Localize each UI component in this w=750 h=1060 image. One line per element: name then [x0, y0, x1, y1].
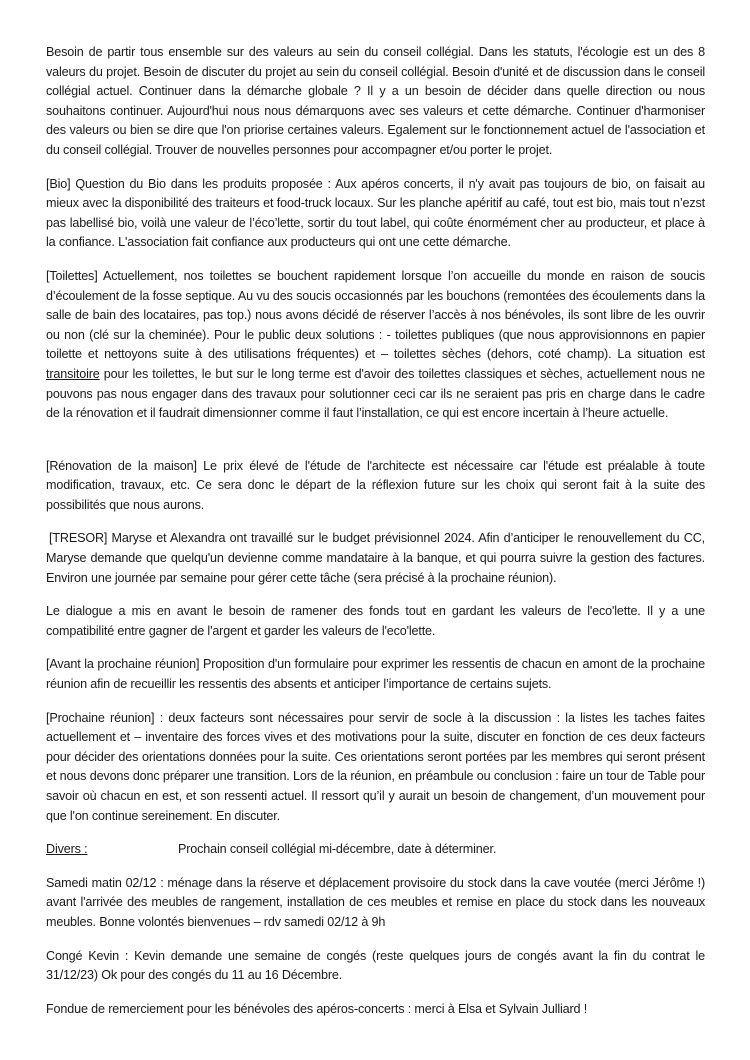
underlined-word-transitoire: transitoire	[46, 366, 100, 381]
paragraph-avant-reunion: [Avant la prochaine réunion] Proposition d'un formulaire pour exprimer les ressentis de chacun en amont de la prochaine réunion afin de recueillir les ressentis des absents et anticiper l’importance de certains sujets.	[46, 657, 705, 692]
paragraph-samedi: Samedi matin 02/12 : ménage dans la réserve et déplacement provisoire du stock dans la cave voutée (merci Jérôme !) avant l'arrivée des meubles de rangement, installation de ces meubles et remise en place du stock dans les nouveaux meubles. Bonne volontés bienvenues – rdv samedi 02/12 à 9h	[46, 875, 705, 929]
toilettes-text-end: pour les toilettes, le but sur le long terme est d'avoir des toilettes classiques et sèches, actuellement nous ne pouvons pas nous engager dans des travaux pour solutionner ceci car ils ne seraient pas pris en charge dans le cadre de la rénovation et il faudrait dimensionner comme il faut l’installation, ce qui est encore incertain à l’heure actuelle.	[46, 366, 705, 421]
paragraph-prochaine-reunion: [Prochaine réunion] : deux facteurs sont nécessaires pour servir de socle à la discussion : la listes les taches faites actuellement et – inventaire des forces vives et des motivations pour la suite, discuter en fonction de ces deux facteurs pour décider des orientations données pour la suite. Ces orientations seront portées par les membres qui seront présent et nous devons donc préparer une transition. Lors de la réunion, en préambule ou conclusion : faire un tour de Table pour savoir où chacun en est, et son ressenti actuel. Il ressort qu’il y aurait un besoin de changement, d’un mouvement pour que l'on continue sereinement. En discuter.	[46, 710, 705, 823]
paragraph-dialogue: Le dialogue a mis en avant le besoin de ramener des fonds tout en gardant les valeurs de l'eco'lette. Il y a une compatibilité entre gagner de l'argent et garder les valeurs de l'eco'lette.	[46, 604, 705, 638]
paragraph-toilettes	[46, 267, 705, 424]
paragraph-renovation: [Rénovation de la maison] Le prix élevé de l'étude de l'architecte est nécessaire car l'étude est préalable à toute modification, travaux, etc. Ce sera donc le départ de la réflexion future sur les choix qui seront fait à la suite des possibilités que nous aurons.	[46, 458, 705, 512]
divers-row	[46, 840, 705, 860]
divers-label: Divers :	[46, 842, 88, 857]
paragraph-bio: [Bio] Question du Bio dans les produits proposée : Aux apéros concerts, il n'y avait pas toujours de bio, on faisait au mieux avec la disponibilité des traiteurs et food-truck locaux. Sur les planche apéritif au café, tout est bio, mais tout n’ezst pas labellisé bio, voilà une valeur de l’éco’lette, sortir du tout label, qui coûte énormément cher au producteur, et place à la confiance. L'association fait confiance aux producteurs qui ont une cette démarche.	[46, 176, 705, 250]
toilettes-text-start: [Toilettes] Actuellement, nos toilettes se bouchent rapidement lorsque l’on accueille du monde en raison de soucis d’écoulement de la fosse septique. Au vu des soucis occasionnés par les bouchons (remontées des écoulements dans la salle de bain des locataires, pas top.) nous avons décidé de réserver l’accès à nos bénévoles, ils sont libre de les ouvrir ou non (clé sur la cheminée). Pour le public deux solutions : - toilettes publiques (que nous approvisionnons en papier toilette et nettoyons suite à des utilisations fréquentes) et – toilettes sèches (dehors, coté champ). La situation est	[46, 268, 705, 362]
divers-text: Prochain conseil collégial mi-décembre, date à déterminer.	[178, 842, 497, 857]
paragraph-tresor: [TRESOR] Maryse et Alexandra ont travaillé sur le budget prévisionnel 2024. Afin d’anticiper le renouvellement du CC, Maryse demande que quelqu'un devienne comme mandataire à la banque, et qui pourra suivre la gestion des factures. Environ une journée par semaine pour gérer cette tâche (sera précisé à la prochaine réunion).	[46, 531, 705, 585]
paragraph-values: Besoin de partir tous ensemble sur des valeurs au sein du conseil collégial. Dans les statuts, l'écologie est un des 8 valeurs du projet. Besoin de discuter du projet au sein du conseil collégial. Besoin d'unité et de discussion dans le conseil collégial actuel. Continuer dans la démarche globale ? Il y a un besoin de décider dans quelle direction ou nous souhaitons continuer. Aujourd'hui nous nous démarquons avec ses valeurs et cette démarche. Continuer d'harmoniser des valeurs ou bien se dire que l'on priorise certaines valeurs. Egalement sur le fonctionnement actuel de l'association et du conseil collégial. Trouver de nouvelles personnes pour accompagner et/ou porter le projet.	[46, 45, 705, 157]
paragraph-conge-kevin: Congé Kevin : Kevin demande une semaine de congés (reste quelques jours de congés avant la fin du contrat le 31/12/23) Ok pour des congés du 11 au 16 Décembre.	[46, 948, 705, 983]
paragraph-fondue: Fondue de remerciement pour les bénévoles des apéros-concerts : merci à Elsa et Sylvain Julliard !	[46, 1001, 588, 1016]
